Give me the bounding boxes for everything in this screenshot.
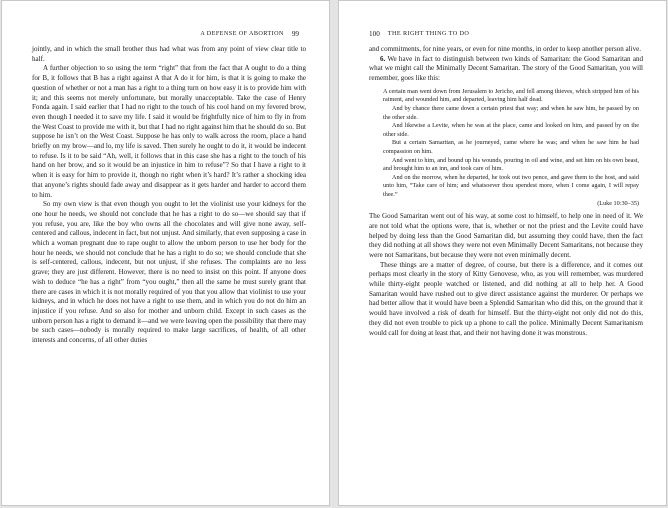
running-head-title: A DEFENSE OF ABORTION: [200, 30, 284, 37]
paragraph: So my own view is that even though you ought to let the violinist use your kidneys for the one hour he needs, we should not conclude that he has a right to do so—we should say that if you refuse, you are, like the boy who owns all the chocolates and will give none away, self-centered and callous, indecent in fact, but not unjust. And similarly, that even supposing a case in which a woman pregnant due to rape ought to allow the unborn person to use her body for the hour he needs, we should not conclude that he has a right to do so; we should conclude that she is self-centered, callous, indecent, but not unjust, if she refuses. The complaints are no less grave; they are just different. However, there is no need to insist on this point. If anyone does wish to deduce “he has a right” from “you ought,” then all the same he must surely grant that there are cases in which it is not morally required of you that you allow that violinist to use your kidneys, and in which he does not have a right to use them, and in which you do not do him an injustice if you refuse. And so also for mother and unborn child. Except in such cases as the unborn person has a right to demand it—and we were leaving open the possibility that there may be such cases—nobody is morally required to make large sacrifices, of health, of all other interests and concerns, of all other duties: [32, 200, 306, 345]
quote-verse: A certain man went down from Jerusalem to Jericho, and fell among thieves, which stripped him of his raiment, and wounded him, and departed, leaving him half dead.: [383, 87, 639, 104]
quote-citation: (Luke 10:30–35): [597, 199, 639, 207]
quote-verse: And likewise a Levite, when he was at the place, came and looked on him, and passed by on the other side.: [383, 122, 639, 138]
paragraph: and commitments, for nine years, or even for nine months, in order to keep another person alive.: [369, 45, 642, 53]
block-quote: [383, 88, 639, 208]
quote-verse: And on the morrow, when he departed, he took out two pence, and gave them to the host, and said unto him, “Take care of him; and whatsoever thou spendest more, when I come again, I will repay thee.”: [383, 173, 639, 198]
running-head: [32, 30, 299, 38]
section-number: 6.: [380, 54, 386, 63]
paragraph: The Good Samaritan went out of his way, at some cost to himself, to help one in need of it. We are not told what the options were, that is, whether or not the priest and the Levite could have helped by doing less than the Good Samaritan did, but assuming they could have, then the fact they did nothing at all shows they were not even Minimally Decent Samaritans, not because they were not Samaritans, but because they were not even minimally decent.: [369, 212, 643, 259]
left-page: [1, 0, 330, 506]
quote-verse: And went to him, and bound up his wounds, pouring in oil and wine, and set him on his own beast, and brought him to an inn, and took care of him.: [383, 156, 639, 173]
paragraph: A further objection to so using the term “right” that from the fact that A ought to do a thing for B, it follows that B has a right against A that A do it for him, is that it is going to make the question of whether or not a man has a right to a thing turn on how easy it is to provide him with it; and this seems not merely unfortunate, but morally unacceptable. Take the case of Henry Fonda again. I said earlier that I had no right to the touch of his cool hand on my fevered brow, even though I needed it to save my life. I said it would be frightfully nice of him to fly in from the West Coast to provide me with it, but that I had no right against him that he should do so. But suppose he isn’t on the West Coast. Suppose he has only to walk across the room, place a hand briefly on my brow—and lo, my life is saved. Then surely he ought to do it, it would be indecent to refuse. Is it to be said “Ah, well, it follows that in this case she has a right to the touch of his hand on her brow, and so it would be an injustice in him to refuse”? So that I have a right to it when it is easy for him to provide it, though no right when it’s hard? It’s rather a shocking idea that anyone’s rights should fade away and disappear as it gets harder and harder to accord them to him.: [32, 64, 306, 199]
paragraph: These things are a matter of degree, of course, but there is a difference, and it comes out perhaps most clearly in the story of Kitty Genovese, who, as you will remember, was murdered while thirty-eight people watched or listened, and did nothing at all to help her. A Good Samaritan would have rushed out to give direct assistance against the murderer. Or perhaps we had better allow that it would have been a Splendid Samaritan who did this, on the ground that it would have involved a risk of death for himself. But the thirty-eight not only did not do this, they did not even trouble to pick up a phone to call the police. Minimally Decent Samaritanism would call for doing at least that, and their not having done it was monstrous.: [369, 260, 643, 337]
section-paragraph: [369, 55, 643, 84]
body-text: [369, 45, 643, 338]
quote-verse: And by chance there came down a certain priest that way; and when he saw him, he passed by on the other side.: [383, 105, 639, 121]
running-head-title: THE RIGHT THING TO DO: [387, 30, 470, 37]
right-page: [338, 0, 667, 506]
page-number: 100: [369, 30, 380, 38]
quote-verse: But a certain Samaritan, as he journeyed, came where he was; and when he saw him he had compassion on him.: [383, 139, 639, 155]
body-text: [32, 45, 306, 346]
running-head: [369, 30, 636, 38]
page-number: 99: [291, 30, 299, 38]
paragraph: jointly, and in which the small brother thus had what was from any point of view clear title to half.: [32, 45, 306, 63]
section-intro: We have in fact to distinguish between two kinds of Samaritan: the Good Samaritan and what we might call the Minimally Decent Samaritan. The story of the Good Samaritan, you will remember, goes like this:: [369, 54, 643, 83]
